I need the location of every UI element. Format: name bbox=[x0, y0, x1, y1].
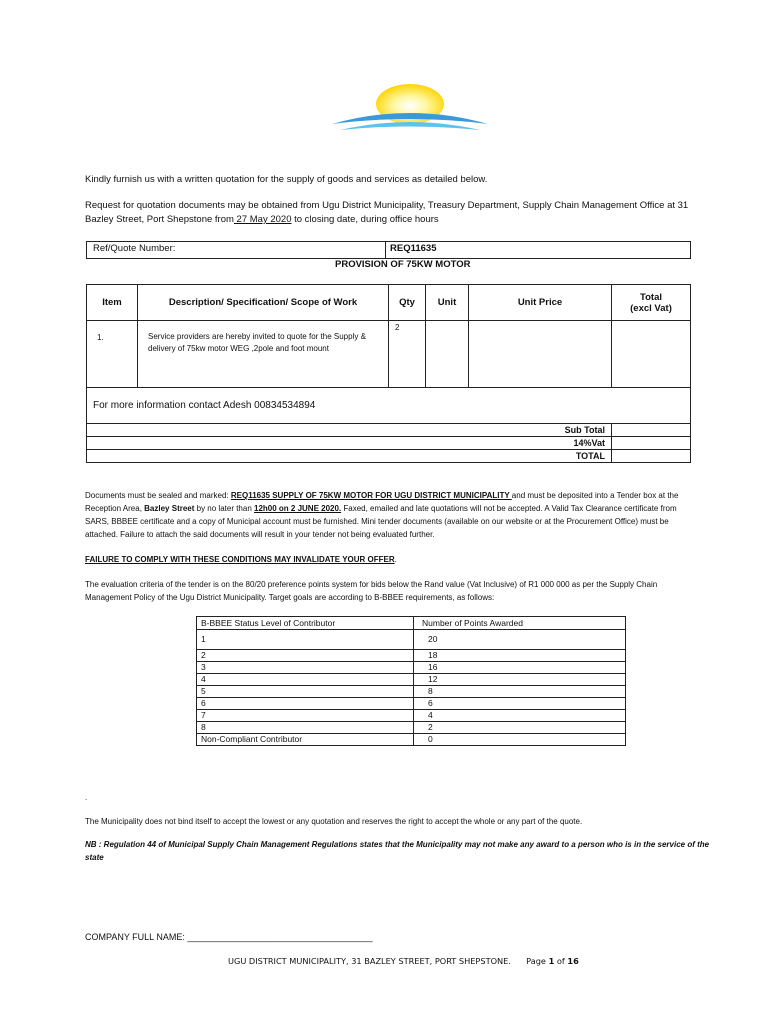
table-row bbox=[197, 722, 626, 734]
ref-value: REQ11635 bbox=[386, 242, 691, 259]
total-value bbox=[612, 450, 691, 463]
header-total-line1: Total bbox=[640, 291, 662, 303]
dot-text: . bbox=[85, 793, 88, 802]
bbbee-points: 6 bbox=[414, 698, 626, 710]
bbbee-level: 7 bbox=[197, 710, 414, 722]
vat-value bbox=[612, 437, 691, 450]
header-unit: Unit bbox=[426, 285, 469, 321]
instructions-p1: Documents must be sealed and marked: bbox=[85, 491, 231, 500]
quotation-table bbox=[86, 284, 691, 463]
table-row bbox=[197, 734, 626, 746]
bbbee-level: 1 bbox=[197, 630, 414, 650]
bbbee-level: 4 bbox=[197, 674, 414, 686]
row-qty: 2 bbox=[389, 321, 426, 388]
row-item: 1. bbox=[87, 321, 138, 388]
bbbee-rest bbox=[197, 650, 626, 746]
disclaimer-text: The Municipality does not bind itself to accept the lowest or any quotation and reserves the right to accept the whole or any part of the quote. bbox=[85, 817, 583, 826]
instructions bbox=[85, 489, 693, 541]
bbbee-level: 2 bbox=[197, 650, 414, 662]
table-row bbox=[197, 630, 626, 650]
footer-page-prefix: Page bbox=[526, 956, 549, 966]
total-label: TOTAL bbox=[87, 450, 612, 463]
bbbee-points: 8 bbox=[414, 686, 626, 698]
table-row bbox=[197, 710, 626, 722]
table-row bbox=[197, 686, 626, 698]
row-unit-price bbox=[469, 321, 612, 388]
table-row bbox=[197, 674, 626, 686]
contact-info: For more information contact Adesh 00834534894 bbox=[87, 388, 691, 424]
table-row bbox=[197, 650, 626, 662]
request-prefix: Request for quotation documents may be obtained from Ugu District Municipality, Treasury Department, Supply Chain Management Office at 31 Bazley Street, Port Shepstone from bbox=[85, 200, 689, 225]
row-description: Service providers are hereby invited to quote for the Supply & delivery of 75kw motor WEG ,2pole and foot mount bbox=[138, 321, 389, 388]
footer-address: UGU DISTRICT MUNICIPALITY, 31 BAZLEY STREET, PORT SHEPSTONE. bbox=[228, 956, 511, 966]
header-item: Item bbox=[87, 285, 138, 321]
bbbee-level: 8 bbox=[197, 722, 414, 734]
bbbee-points: 4 bbox=[414, 710, 626, 722]
instructions-p2: and must be deposited into a Tender box at the Reception Area, bbox=[85, 491, 679, 513]
request-text bbox=[85, 199, 695, 227]
row-unit bbox=[426, 321, 469, 388]
page-footer bbox=[228, 956, 579, 966]
bbbee-level: 3 bbox=[197, 662, 414, 674]
request-date: 27 May 2020 bbox=[233, 214, 292, 225]
warning-text: FAILURE TO COMPLY WITH THESE CONDITIONS MAY INVALIDATE YOUR OFFER bbox=[85, 555, 395, 564]
bbbee-points: 20 bbox=[414, 630, 626, 650]
bbbee-col2-header: Number of Points Awarded bbox=[414, 617, 626, 630]
bbbee-level: 6 bbox=[197, 698, 414, 710]
bbbee-points: 18 bbox=[414, 650, 626, 662]
footer-of: of bbox=[554, 956, 568, 966]
table-row bbox=[197, 698, 626, 710]
table-row bbox=[87, 321, 691, 388]
bbbee-table bbox=[196, 616, 626, 746]
warning-end: . bbox=[394, 555, 397, 564]
vat-label: 14%Vat bbox=[87, 437, 612, 450]
company-name-field[interactable]: COMPANY FULL NAME: _____________________________________ bbox=[85, 932, 373, 942]
warning bbox=[85, 553, 397, 566]
header-qty: Qty bbox=[389, 285, 426, 321]
ref-table bbox=[86, 241, 691, 259]
evaluation-text: The evaluation criteria of the tender is on the 80/20 preference points system for bids below the Rand value (Vat Inclusive) of R1 000 000 as per the Supply Chain Management Policy of the Ugu District Municipality. Target goals are according to B-BBEE requirements, as follows: bbox=[85, 580, 658, 602]
header-total bbox=[612, 285, 691, 321]
footer-page-number: 1 bbox=[548, 956, 555, 966]
ref-label: Ref/Quote Number: bbox=[87, 242, 386, 259]
municipality-logo bbox=[330, 80, 490, 135]
bbbee-points: 0 bbox=[414, 734, 626, 746]
request-suffix: to closing date, during office hours bbox=[291, 214, 439, 225]
quote-heading: PROVISION OF 75KW MOTOR bbox=[335, 259, 471, 270]
sub-total-label: Sub Total bbox=[87, 424, 612, 437]
bbbee-points: 12 bbox=[414, 674, 626, 686]
instructions-ref-marking: REQ11635 SUPPLY OF 75KW MOTOR FOR UGU DISTRICT MUNICIPALITY bbox=[230, 491, 512, 500]
instructions-street: Bazley Street bbox=[144, 504, 195, 513]
bbbee-col1-header: B-BBEE Status Level of Contributor bbox=[197, 617, 414, 630]
bbbee-points: 2 bbox=[414, 722, 626, 734]
table-row bbox=[197, 662, 626, 674]
nb-text: NB : Regulation 44 of Municipal Supply Chain Management Regulations states that the Municipality may not make any award to a person who is in the service of the state bbox=[85, 840, 710, 862]
bbbee-points: 16 bbox=[414, 662, 626, 674]
bbbee-level: Non-Compliant Contributor bbox=[197, 734, 414, 746]
header-total-line2: (excl Vat) bbox=[630, 302, 672, 314]
instructions-deadline: 12h00 on 2 JUNE 2020. bbox=[254, 504, 342, 513]
instructions-p3: by no later than bbox=[194, 504, 254, 513]
header-unit-price: Unit Price bbox=[469, 285, 612, 321]
footer-page-total: 16 bbox=[567, 956, 579, 966]
instructions-p4: Faxed, emailed and late quotations will not be accepted. A Valid Tax Clearance certificate from SARS, BBBEE certificate and a copy of Municipal account must be furnished. Mini tender documents (available on our website or at the Procurement Office) must be attached. Failure to attach the said documents will result in your tender not being evaluated further. bbox=[85, 504, 677, 539]
sub-total-value bbox=[612, 424, 691, 437]
bbbee-level: 5 bbox=[197, 686, 414, 698]
intro-text: Kindly furnish us with a written quotation for the supply of goods and services as detailed below. bbox=[85, 174, 488, 185]
row-total bbox=[612, 321, 691, 388]
header-description: Description/ Specification/ Scope of Work bbox=[138, 285, 389, 321]
